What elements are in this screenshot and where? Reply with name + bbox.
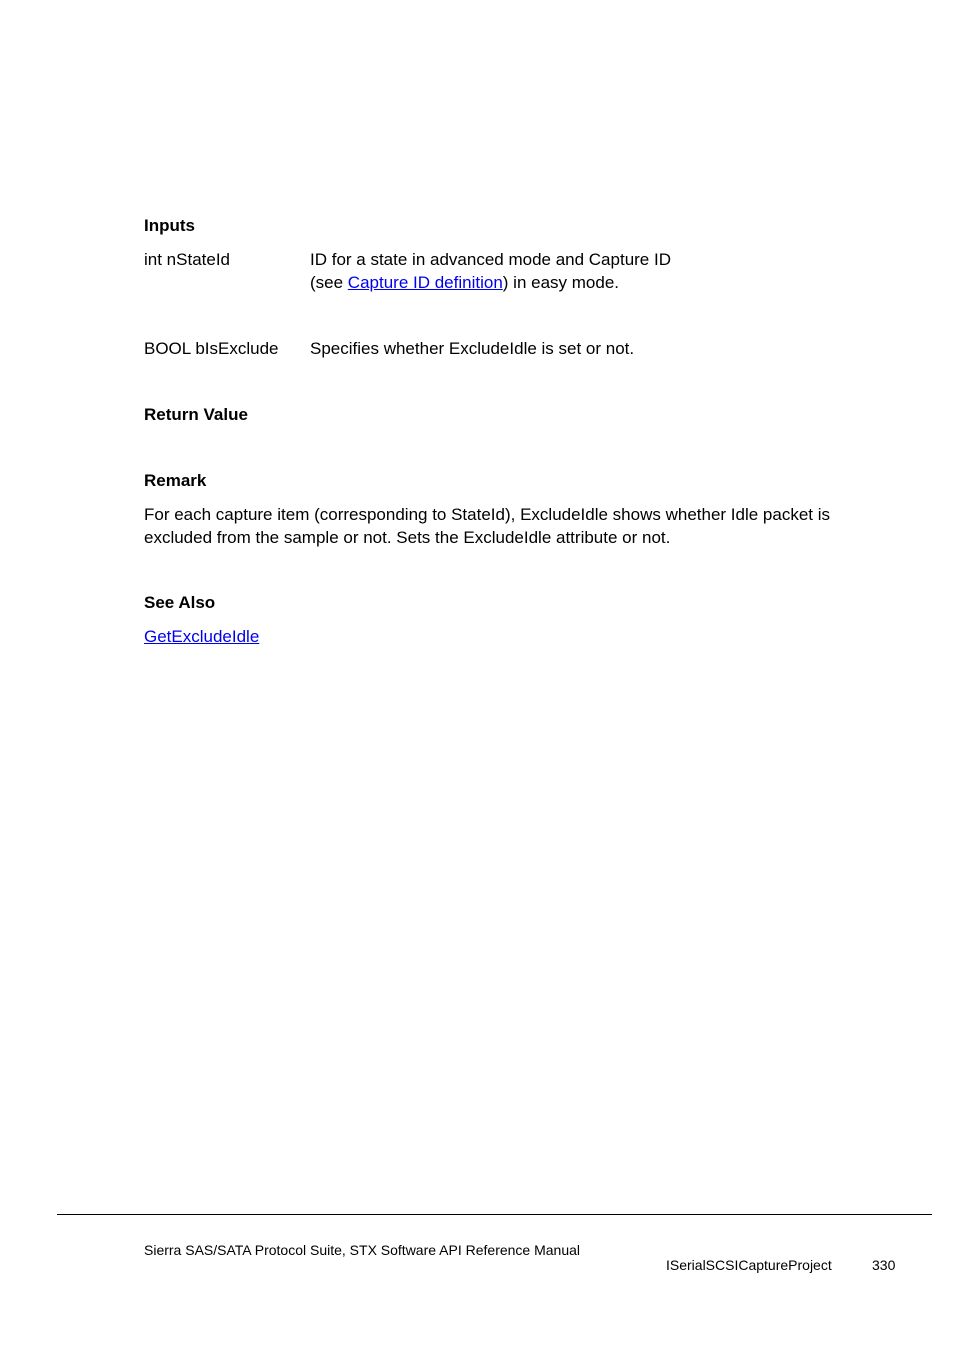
param-desc-bisexclude: Specifies whether ExcludeIdle is set or not. [310, 339, 635, 358]
footer-section-name: ISerialSCSICaptureProject [666, 1257, 832, 1273]
remark-heading: Remark [144, 471, 207, 490]
see-also-links [144, 625, 259, 648]
remark-line-2: excluded from the sample or not. Sets the ExcludeIdle attribute or not. [144, 528, 671, 547]
remark-line-1: For each capture item (corresponding to StateId), ExcludeIdle shows whether Idle packet is [144, 505, 831, 524]
inputs-heading: Inputs [144, 216, 195, 235]
param-name-bisexclude: BOOL bIsExclude [144, 339, 279, 358]
param-desc-suffix: ) in easy mode. [502, 273, 620, 292]
param-name-nstateid: int nStateId [144, 250, 231, 269]
footer-divider [57, 1214, 932, 1215]
param-desc-nstateid-line2 [310, 271, 619, 294]
footer-manual-title: Sierra SAS/SATA Protocol Suite, STX Software API Reference Manual [144, 1242, 581, 1258]
get-exclude-idle-link[interactable]: GetExcludeIdle [144, 627, 260, 646]
param-desc-nstateid-line1: ID for a state in advanced mode and Capture ID [310, 250, 671, 269]
footer-page-number: 330 [872, 1257, 896, 1273]
param-desc-prefix: (see [310, 273, 348, 292]
capture-id-definition-link[interactable]: Capture ID definition [347, 273, 503, 292]
see-also-heading: See Also [144, 593, 216, 612]
return-value-heading: Return Value [144, 405, 248, 424]
